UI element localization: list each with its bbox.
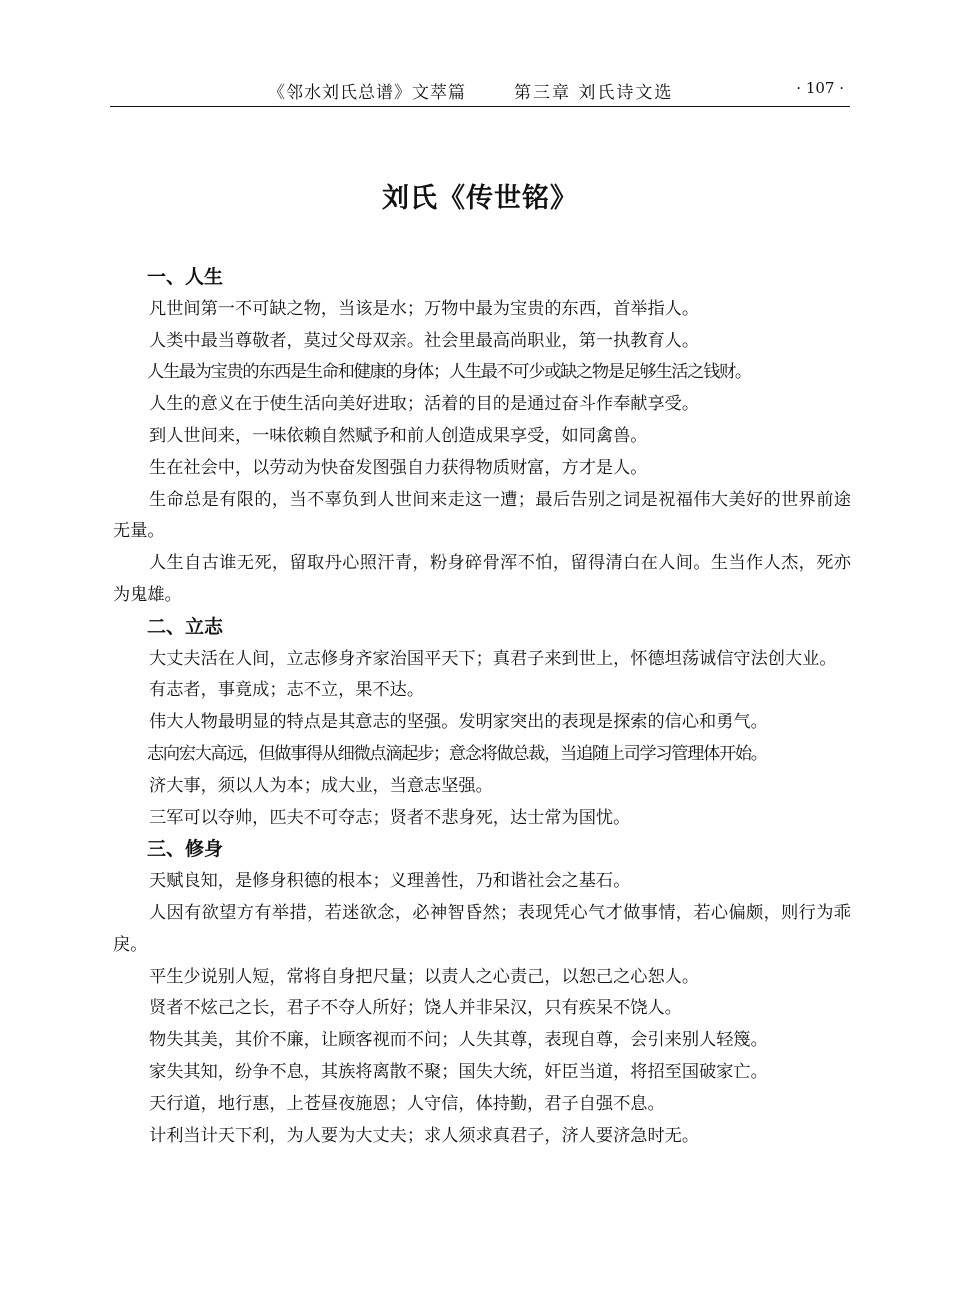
section-heading: 二、立志 bbox=[147, 615, 224, 638]
paragraph: 人生自古谁无死，留取丹心照汗青，粉身碎骨浑不怕，留得清白在人间。生当作人杰，死亦为鬼雄。 bbox=[113, 553, 851, 605]
page-number: · 107 · bbox=[796, 79, 844, 97]
paragraph: 人生最为宝贵的东西是生命和健康的身体；人生最不可少或缺之物是足够生活之钱财。 bbox=[147, 362, 751, 383]
paragraph: 人因有欲望方有举措，若迷欲念，必神智昏然；表现凭心气才做事情，若心偏颇，则行为乖戾。 bbox=[113, 902, 851, 955]
paragraph: 家失其知，纷争不息，其族将离散不聚；国失大统，奸臣当道，将招至国破家亡。 bbox=[149, 1061, 768, 1082]
header-chapter: 第三章 刘氏诗文选 bbox=[514, 83, 674, 103]
paragraph: 济大事，须以人为本；成大业，当意志坚强。 bbox=[149, 775, 493, 796]
section-heading: 三、修身 bbox=[147, 838, 224, 861]
paragraph: 人生的意义在于使生活向美好进取；活着的目的是通过奋斗作奉献享受。 bbox=[149, 394, 700, 415]
running-header bbox=[110, 78, 850, 107]
paragraph: 计利当计天下利，为人要为大丈夫；求人须求真君子，济人要济急时无。 bbox=[149, 1125, 700, 1146]
paragraph: 贤者不炫己之长，君子不夺人所好；饶人并非呆汉，只有疾呆不饶人。 bbox=[149, 998, 682, 1019]
paragraph: 天赋良知，是修身积德的根本；义理善性，乃和谐社会之基石。 bbox=[149, 871, 631, 892]
paragraph: 平生少说别人短，常将自身把尺量；以责人之心责己，以恕己之心恕人。 bbox=[149, 966, 700, 987]
paragraph: 志向宏大高远，但做事得从细微点滴起步；意念将做总裁，当追随上司学习管理体开始。 bbox=[147, 743, 767, 764]
paragraph: 有志者，事竟成；志不立，果不达。 bbox=[149, 680, 425, 701]
paragraph: 人类中最当尊敬者，莫过父母双亲。社会里最高尚职业，第一执教育人。 bbox=[149, 330, 700, 351]
paragraph: 天行道，地行惠，上苍昼夜施恩；人守信，体持勤，君子自强不息。 bbox=[149, 1093, 665, 1114]
paragraph: 伟大人物最明显的特点是其意志的坚强。发明家突出的表现是探索的信心和勇气。 bbox=[149, 712, 768, 733]
section-heading: 一、人生 bbox=[147, 266, 224, 288]
paragraph: 到人世间来，一味依赖自然赋予和前人创造成果享受，如同禽兽。 bbox=[149, 425, 648, 446]
document-title: 刘氏《传世铭》 bbox=[382, 183, 578, 214]
header-book-section: 《邻水刘氏总谱》文萃篇 bbox=[268, 83, 466, 103]
paragraph: 物失其美，其价不廉，让顾客视而不问；人失其尊，表现自尊，会引来别人轻篾。 bbox=[149, 1030, 768, 1051]
document-body bbox=[113, 262, 851, 1152]
paragraph: 生命总是有限的，当不辜负到人世间来走这一遭；最后告别之词是祝福伟大美好的世界前途无量。 bbox=[113, 489, 851, 542]
paragraph: 凡世间第一不可缺之物，当该是水；万物中最为宝贵的东西，首举指人。 bbox=[149, 298, 700, 319]
paragraph: 三军可以夺帅，匹夫不可夺志；贤者不悲身死，达士常为国忧。 bbox=[149, 807, 631, 828]
paragraph: 生在社会中，以劳动为快奋发图强自力获得物质财富，方才是人。 bbox=[149, 457, 648, 478]
paragraph: 大丈夫活在人间，立志修身齐家治国平天下；真君子来到世上，怀德坦荡诚信守法创大业。 bbox=[149, 648, 837, 669]
